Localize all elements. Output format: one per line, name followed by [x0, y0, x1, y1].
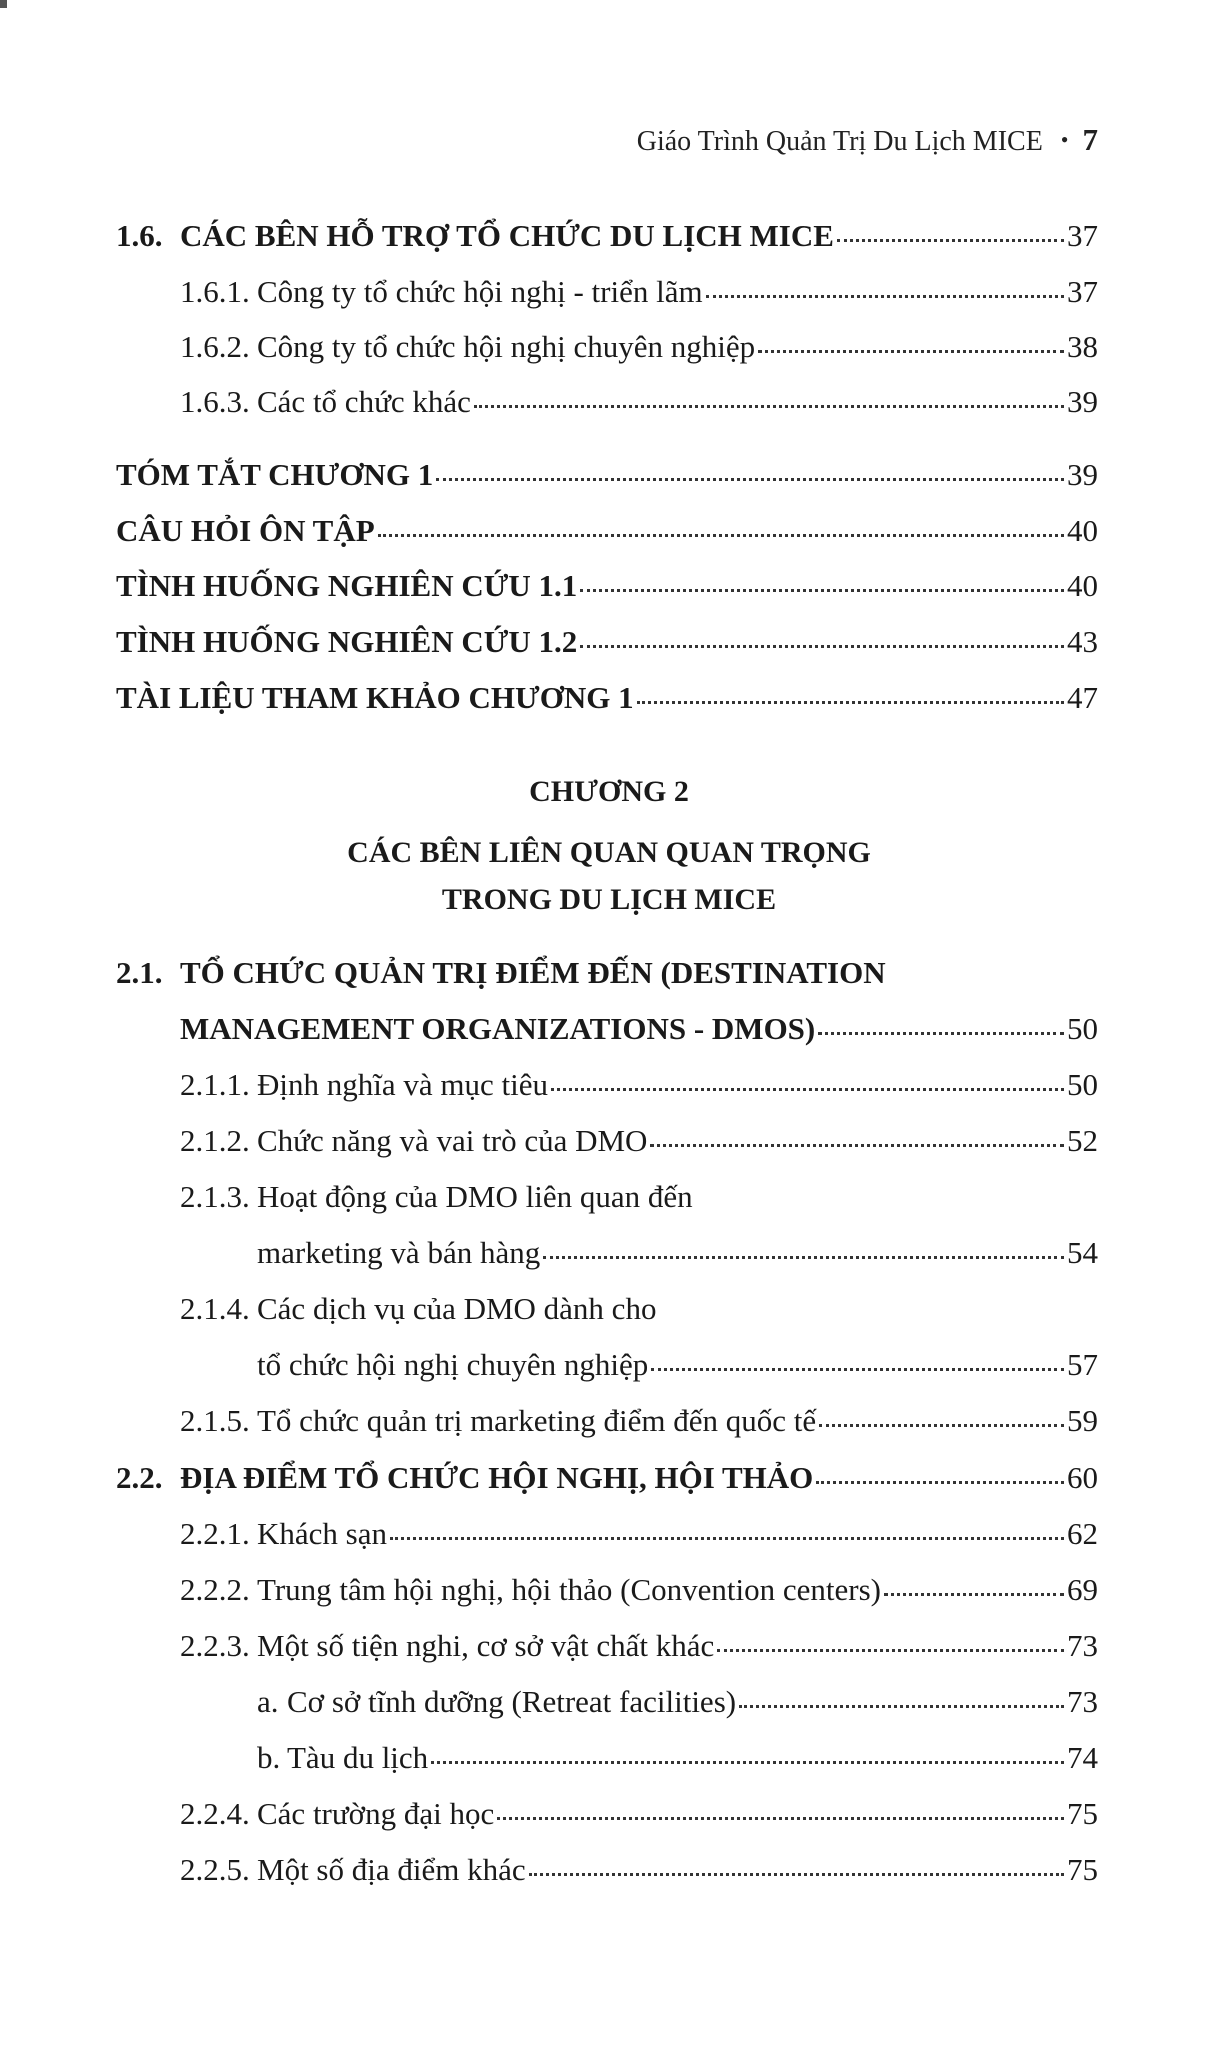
toc-entry-page: 57	[1067, 1347, 1098, 1382]
toc-entry-1-6[interactable]	[116, 216, 1098, 256]
toc-entry-title: Chức năng và vai trò của DMO	[257, 1123, 648, 1158]
chapter-label: CHƯƠNG 2	[529, 775, 689, 808]
toc-entry-page: 37	[1067, 274, 1098, 309]
toc-entry-page: 75	[1067, 1796, 1098, 1831]
toc-entry-1-6-2[interactable]	[180, 327, 1098, 367]
toc-entry-title: Tàu du lịch	[287, 1740, 429, 1775]
toc-entry-title: TÓM TẮT CHƯƠNG 1	[116, 457, 434, 492]
dot-leader	[758, 350, 1064, 353]
toc-entry-2-1-1[interactable]	[180, 1065, 1098, 1105]
toc-entry-page: 37	[1067, 218, 1098, 253]
book-title: Giáo Trình Quản Trị Du Lịch MICE	[636, 126, 1043, 157]
toc-entry-page: 47	[1067, 680, 1098, 715]
toc-entry-title: TÌNH HUỐNG NGHIÊN CỨU 1.2	[116, 624, 578, 659]
toc-entry-2-2-3-b[interactable]	[257, 1738, 1098, 1778]
dot-leader	[580, 645, 1064, 648]
dot-leader	[431, 1761, 1064, 1764]
toc-entry-page: 60	[1067, 1460, 1098, 1495]
dot-leader	[390, 1537, 1064, 1540]
toc-entry-title: Các tổ chức khác	[257, 384, 471, 419]
toc-entry-title: TÀI LIỆU THAM KHẢO CHƯƠNG 1	[116, 680, 634, 715]
toc-entry-2-1-5[interactable]	[180, 1401, 1098, 1441]
dot-leader	[816, 1481, 1064, 1484]
dot-leader	[436, 478, 1064, 481]
dot-leader	[739, 1705, 1064, 1708]
dot-leader	[497, 1817, 1064, 1820]
toc-entry-page: 69	[1067, 1572, 1098, 1607]
toc-entry-review-questions[interactable]	[116, 511, 1098, 551]
toc-entry-2-1-3[interactable]	[180, 1177, 1098, 1217]
toc-entry-number: 2.1.3.	[180, 1179, 250, 1214]
dot-leader	[551, 1088, 1064, 1091]
dot-leader	[706, 295, 1064, 298]
toc-entry-2-1[interactable]	[116, 953, 1098, 993]
toc-entry-title: CÁC BÊN HỖ TRỢ TỔ CHỨC DU LỊCH MICE	[180, 218, 834, 253]
dot-leader	[474, 405, 1064, 408]
toc-entry-2-1-3-continued[interactable]	[257, 1233, 1098, 1273]
dot-leader	[580, 589, 1064, 592]
toc-entry-2-2-5[interactable]	[180, 1850, 1098, 1890]
toc-entry-title: Một số tiện nghi, cơ sở vật chất khác	[257, 1628, 715, 1663]
running-header	[0, 122, 1098, 158]
toc-entry-title: MANAGEMENT ORGANIZATIONS - DMOS)	[180, 1011, 816, 1046]
toc-entry-number: 2.1.	[116, 955, 163, 990]
toc-entry-case-study-1-2[interactable]	[116, 622, 1098, 662]
toc-entry-page: 38	[1067, 329, 1098, 364]
toc-entry-number: 2.2.1.	[180, 1516, 250, 1551]
toc-entry-page: 43	[1067, 624, 1098, 659]
toc-entry-title: Hoạt động của DMO liên quan đến	[257, 1179, 693, 1214]
toc-entry-title: ĐỊA ĐIỂM TỔ CHỨC HỘI NGHỊ, HỘI THẢO	[180, 1460, 814, 1495]
toc-entry-title: Các dịch vụ của DMO dành cho	[257, 1291, 657, 1326]
toc-entry-1-6-1[interactable]	[180, 272, 1098, 312]
toc-entry-title: Định nghĩa và mục tiêu	[257, 1067, 548, 1102]
toc-entry-page: 39	[1067, 384, 1098, 419]
toc-entry-page: 40	[1067, 568, 1098, 603]
toc-entry-number: 1.6.1.	[180, 274, 250, 309]
toc-entry-number: 2.1.1.	[180, 1067, 250, 1102]
toc-entry-2-2-1[interactable]	[180, 1514, 1098, 1554]
toc-entry-chapter1-summary[interactable]	[116, 455, 1098, 495]
toc-entry-page: 75	[1067, 1852, 1098, 1887]
toc-entry-title: TỔ CHỨC QUẢN TRỊ ĐIỂM ĐẾN (DESTINATION	[180, 955, 886, 990]
toc-entry-title: CÂU HỎI ÔN TẬP	[116, 513, 375, 548]
toc-entry-page: 52	[1067, 1123, 1098, 1158]
toc-entry-title: TÌNH HUỐNG NGHIÊN CỨU 1.1	[116, 568, 578, 603]
header-separator: •	[1060, 127, 1069, 152]
toc-entry-case-study-1-1[interactable]	[116, 566, 1098, 606]
toc-entry-number: 2.1.5.	[180, 1403, 250, 1438]
toc-entry-page: 74	[1067, 1740, 1098, 1775]
dot-leader	[651, 1368, 1064, 1371]
dot-leader	[543, 1256, 1064, 1259]
toc-entry-number: 2.2.2.	[180, 1572, 250, 1607]
toc-entry-number: 2.1.2.	[180, 1123, 250, 1158]
toc-entry-2-2-2[interactable]	[180, 1570, 1098, 1610]
dot-leader	[884, 1593, 1064, 1596]
toc-entry-2-1-continued[interactable]	[180, 1009, 1098, 1049]
chapter-title-line-2: TRONG DU LỊCH MICE	[441, 883, 777, 916]
toc-entry-page: 50	[1067, 1067, 1098, 1102]
toc-entry-page: 54	[1067, 1235, 1098, 1270]
toc-entry-title: tổ chức hội nghị chuyên nghiệp	[257, 1347, 649, 1382]
toc-entry-page: 73	[1067, 1684, 1098, 1719]
toc-entry-title: Khách sạn	[257, 1516, 387, 1551]
toc-entry-page: 62	[1067, 1516, 1098, 1551]
dot-leader	[650, 1144, 1064, 1147]
toc-entry-1-6-3[interactable]	[180, 382, 1098, 422]
dot-leader	[818, 1032, 1064, 1035]
toc-entry-2-1-2[interactable]	[180, 1121, 1098, 1161]
toc-entry-number: 1.6.	[116, 218, 163, 253]
toc-entry-title: Công ty tổ chức hội nghị chuyên nghiệp	[257, 329, 756, 364]
toc-entry-title: Trung tâm hội nghị, hội thảo (Convention centers)	[257, 1572, 881, 1607]
page-number: 7	[1082, 122, 1098, 157]
toc-entry-number: a.	[257, 1684, 279, 1719]
dot-leader	[529, 1873, 1064, 1876]
toc-entry-page: 40	[1067, 513, 1098, 548]
chapter-title-line-1: CÁC BÊN LIÊN QUAN QUAN TRỌNG	[347, 836, 871, 869]
toc-entry-title: Các trường đại học	[257, 1796, 495, 1831]
toc-entry-page: 50	[1067, 1011, 1098, 1046]
toc-entry-number: 2.2.3.	[180, 1628, 250, 1663]
toc-entry-title: Công ty tổ chức hội nghị - triển lãm	[257, 274, 703, 309]
dot-leader	[637, 701, 1064, 704]
scan-corner-mark	[0, 0, 7, 8]
toc-entry-number: 1.6.3.	[180, 384, 250, 419]
toc-entry-2-1-4[interactable]	[180, 1289, 1098, 1329]
toc-entry-number: 2.2.5.	[180, 1852, 250, 1887]
toc-entry-2-1-4-continued[interactable]	[257, 1345, 1098, 1385]
toc-entry-references-chapter1[interactable]	[116, 678, 1098, 718]
toc-entry-2-2-3-a[interactable]	[257, 1682, 1098, 1722]
toc-entry-number: b.	[257, 1740, 281, 1775]
toc-entry-number: 2.1.4.	[180, 1291, 250, 1326]
toc-entry-2-2-4[interactable]	[180, 1794, 1098, 1834]
toc-entry-title: Cơ sở tĩnh dưỡng (Retreat facilities)	[287, 1684, 737, 1719]
toc-entry-number: 2.2.	[116, 1460, 163, 1495]
toc-entry-number: 1.6.2.	[180, 329, 250, 364]
toc-entry-title: Một số địa điểm khác	[257, 1852, 526, 1887]
dot-leader	[378, 534, 1064, 537]
dot-leader	[819, 1424, 1064, 1427]
toc-entry-title: Tổ chức quản trị marketing điểm đến quốc tế	[257, 1403, 817, 1438]
toc-entry-2-2-3[interactable]	[180, 1626, 1098, 1666]
dot-leader	[717, 1649, 1064, 1652]
toc-entry-2-2[interactable]	[116, 1458, 1098, 1498]
toc-entry-title: marketing và bán hàng	[257, 1235, 541, 1270]
toc-entry-number: 2.2.4.	[180, 1796, 250, 1831]
dot-leader	[837, 239, 1064, 242]
toc-entry-page: 39	[1067, 457, 1098, 492]
toc-entry-page: 73	[1067, 1628, 1098, 1663]
toc-entry-page: 59	[1067, 1403, 1098, 1438]
